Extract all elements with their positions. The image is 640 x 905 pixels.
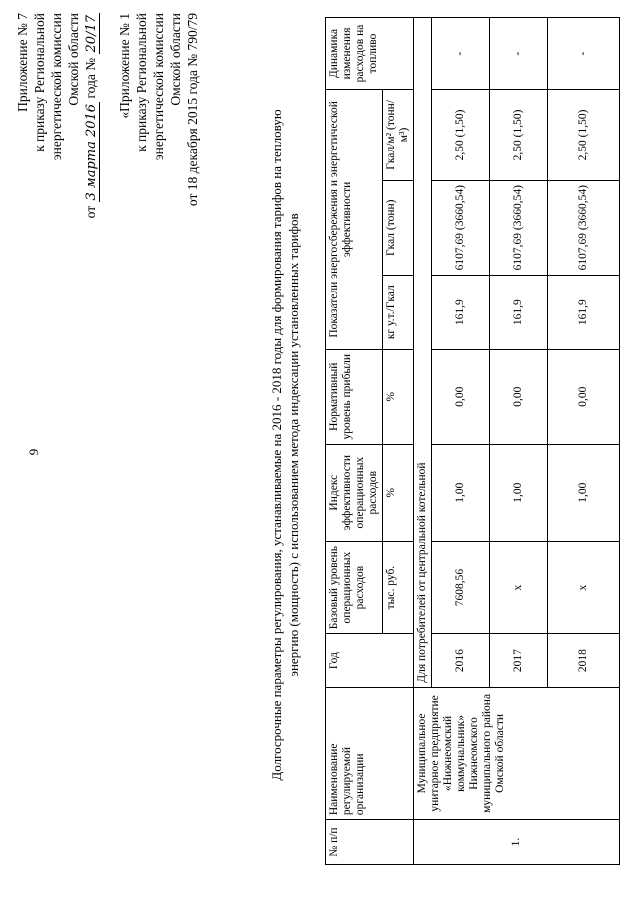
cell-gkal: 6107,69 (3660,54) <box>490 180 548 275</box>
header-row <box>326 18 383 865</box>
cell-profit: 0,00 <box>432 349 490 444</box>
cell-base: 7608,56 <box>432 541 490 634</box>
cell-profit: 0,00 <box>548 349 620 444</box>
cell-base: x <box>490 541 548 634</box>
unit-gkal: Гкал (тонн) <box>383 180 414 275</box>
unit-gm2: Гкал/м² (тонн/м³) <box>383 90 414 181</box>
col-header-energy: Показатели энергосбережения и энергетической эффективности <box>326 90 383 350</box>
handwritten-date: 3 марта 2016 <box>84 103 99 201</box>
quote-line: от 18 декабря 2015 года № 790/79 <box>185 13 200 207</box>
cell-index: 1,00 <box>490 444 548 541</box>
title-line: Долгосрочные параметры регулирования, устанавливаемые на 2016 - 2018 годы для формирования тарифов на тепловую <box>269 109 284 781</box>
organization-name: Муниципальное унитарное предприятие «Нижнеомский коммунальник» Нижнеомского муниципального района Омской области <box>414 687 620 819</box>
cell-kg: 161,9 <box>432 275 490 349</box>
cell-index: 1,00 <box>432 444 490 541</box>
header-year-no: года № <box>83 57 98 99</box>
header-from: от <box>83 205 98 219</box>
title-line: энергию (мощность) с использованием метода индексации установленных тарифов <box>286 213 301 677</box>
col-header-dynamics: Динамика изменения расходов на топливо <box>326 18 414 90</box>
section-label: Для потребителей от центральной котельной <box>414 18 432 688</box>
col-header-year: Год <box>326 634 414 687</box>
document-title <box>268 25 302 865</box>
cell-gkal: 6107,69 (3660,54) <box>548 180 620 275</box>
cell-gkal: 6107,69 (3660,54) <box>432 180 490 275</box>
quote-line: к приказу Региональной <box>134 13 149 152</box>
col-header-org: Наименование регулируемой организации <box>326 687 414 819</box>
header-line: Приложение № 7 <box>15 13 30 112</box>
cell-kg: 161,9 <box>548 275 620 349</box>
appendix-header <box>14 13 201 275</box>
cell-gm2: 2,50 (1,50) <box>432 90 490 181</box>
unit-base: тыс. руб. <box>383 541 414 634</box>
quote-line: энергетической комиссии <box>151 13 166 161</box>
cell-dynamics: - <box>432 18 490 90</box>
cell-gm2: 2,50 (1,50) <box>548 90 620 181</box>
cell-dynamics: - <box>490 18 548 90</box>
row-number: 1. <box>414 820 620 865</box>
col-header-profit: Нормативный уровень прибыли <box>326 349 383 444</box>
cell-year: 2018 <box>548 634 620 687</box>
cell-year: 2016 <box>432 634 490 687</box>
header-line: энергетической комиссии <box>49 13 64 161</box>
header-line: Омской области <box>66 13 81 106</box>
unit-index: % <box>383 444 414 541</box>
page-number: 9 <box>26 448 41 456</box>
col-header-base: Базовый уровень операционных расходов <box>326 541 383 634</box>
header-date-line <box>82 13 100 275</box>
cell-kg: 161,9 <box>490 275 548 349</box>
cell-profit: 0,00 <box>490 349 548 444</box>
cell-base: x <box>548 541 620 634</box>
handwritten-number: 20/17 <box>84 15 99 53</box>
quote-line: Омской области <box>168 13 183 106</box>
quote-line: «Приложение № 1 <box>117 13 132 119</box>
cell-dynamics: - <box>548 18 620 90</box>
cell-year: 2017 <box>490 634 548 687</box>
unit-profit: % <box>383 349 414 444</box>
parameters-table <box>325 17 620 865</box>
header-line: к приказу Региональной <box>32 13 47 152</box>
cell-gm2: 2,50 (1,50) <box>490 90 548 181</box>
section-row <box>414 18 432 865</box>
unit-kg: кг у.т./Гкал <box>383 275 414 349</box>
col-header-num: № п/п <box>326 820 414 865</box>
col-header-index: Индекс эффективности операционных расходов <box>326 444 383 541</box>
cell-index: 1,00 <box>548 444 620 541</box>
